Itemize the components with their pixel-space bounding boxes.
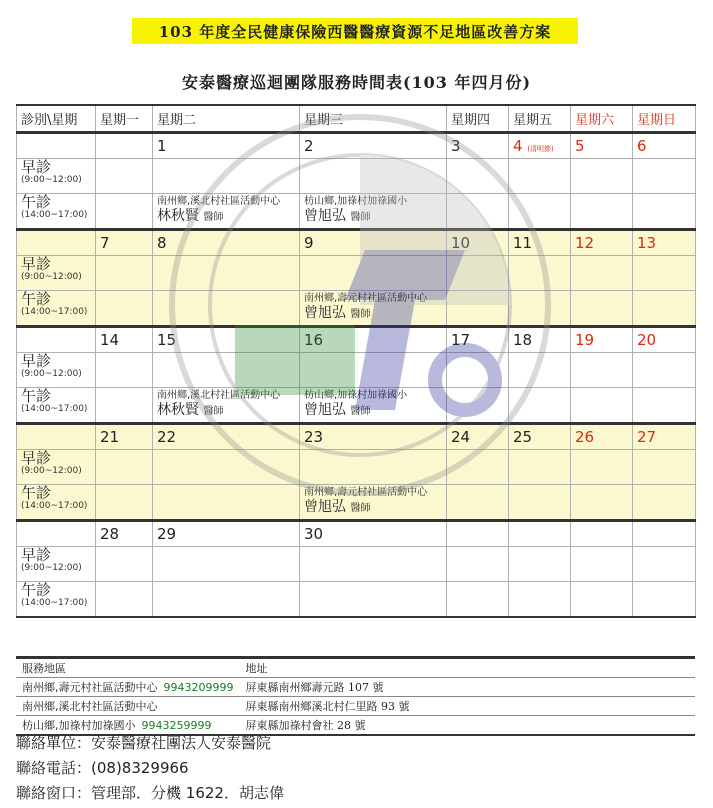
date-number: 22 — [157, 428, 177, 446]
slot-name: 早診 — [21, 352, 52, 370]
date-number: 23 — [304, 428, 324, 446]
date-cell — [447, 424, 509, 450]
schedule-cell — [300, 485, 447, 521]
site-addr: 屏東縣加祿村會社 28 號 — [240, 716, 696, 736]
schedule-cell — [153, 582, 300, 618]
doctor-title: 醫師 — [350, 503, 371, 514]
clinic-venue: 南州鄉,溪北村社區活動中心 — [157, 390, 281, 401]
date-row — [17, 327, 696, 353]
date-row-label — [17, 521, 96, 547]
am-slot-label — [17, 547, 96, 582]
program-banner: 103 年度全民健康保險西醫醫療資源不足地區改善方案 — [132, 18, 578, 44]
doctor-line — [304, 208, 442, 226]
header-sun: 星期日 — [633, 105, 696, 133]
date-number: 21 — [100, 428, 120, 446]
date-cell — [509, 133, 571, 159]
date-cell — [447, 521, 509, 547]
schedule-cell — [509, 582, 571, 618]
date-cell — [633, 424, 696, 450]
pm-slot-label — [17, 194, 96, 230]
doctor-title: 醫師 — [203, 212, 224, 223]
doctor-title: 醫師 — [350, 212, 371, 223]
date-cell — [571, 521, 633, 547]
am-slot-label — [17, 450, 96, 485]
slot-name: 早診 — [21, 255, 52, 273]
header-first: 診別\星期 — [17, 105, 96, 133]
schedule-cell — [633, 291, 696, 327]
doctor-line — [304, 305, 442, 323]
schedule-cell — [509, 547, 571, 582]
date-row-label — [17, 133, 96, 159]
date-number: 10 — [451, 234, 471, 252]
am-row — [17, 256, 696, 291]
date-row — [17, 230, 696, 256]
schedule-cell — [447, 194, 509, 230]
contact-tel: 聯絡電話：(08)8329966 — [16, 759, 189, 777]
schedule-cell — [447, 291, 509, 327]
pm-row — [17, 582, 696, 618]
slot-time: (14:00~17:00) — [21, 404, 88, 414]
doctor-title: 醫師 — [203, 406, 224, 417]
sites-header-addr: 地址 — [240, 658, 696, 678]
schedule-cell — [300, 159, 447, 194]
service-sites-table — [16, 656, 695, 736]
date-number: 28 — [100, 525, 120, 543]
date-number: 27 — [637, 428, 657, 446]
date-cell — [633, 133, 696, 159]
date-cell — [300, 133, 447, 159]
am-slot-label — [17, 353, 96, 388]
date-number: 13 — [637, 234, 657, 252]
date-number: 12 — [575, 234, 595, 252]
doctor-title: 醫師 — [350, 406, 371, 417]
schedule-cell — [571, 159, 633, 194]
date-cell — [571, 230, 633, 256]
schedule-cell — [153, 485, 300, 521]
header-row — [17, 105, 696, 133]
schedule-cell — [509, 256, 571, 291]
doctor-name: 曾旭弘 — [304, 208, 346, 224]
date-cell — [509, 521, 571, 547]
date-row-label — [17, 230, 96, 256]
am-slot-label — [17, 256, 96, 291]
schedule-table — [16, 104, 696, 618]
clinic-venue: 南州鄉,壽元村社區活動中心 — [304, 293, 428, 304]
schedule-cell — [96, 547, 153, 582]
date-cell — [571, 327, 633, 353]
date-cell — [153, 521, 300, 547]
date-number: 26 — [575, 428, 595, 446]
date-number: 5 — [575, 137, 585, 155]
schedule-cell — [153, 256, 300, 291]
clinic-venue: 枋山鄉,加祿村加祿國小 — [304, 196, 408, 207]
doctor-line — [304, 402, 442, 420]
schedule-cell — [96, 353, 153, 388]
site-area: 南州鄉,壽元村社區活動中心 — [22, 681, 158, 694]
date-cell — [153, 133, 300, 159]
schedule-cell — [96, 450, 153, 485]
date-number: 20 — [637, 331, 657, 349]
date-number: 24 — [451, 428, 471, 446]
schedule-cell — [571, 194, 633, 230]
schedule-cell — [447, 256, 509, 291]
slot-time: (14:00~17:00) — [21, 501, 88, 511]
slot-time: (14:00~17:00) — [21, 307, 88, 317]
date-cell — [633, 521, 696, 547]
slot-name: 午診 — [21, 290, 52, 308]
date-number: 19 — [575, 331, 595, 349]
pm-row — [17, 485, 696, 521]
date-number: 25 — [513, 428, 533, 446]
clinic-venue: 枋山鄉,加祿村加祿國小 — [304, 390, 408, 401]
schedule-cell — [571, 291, 633, 327]
date-cell — [96, 327, 153, 353]
pm-row — [17, 194, 696, 230]
schedule-cell — [509, 291, 571, 327]
pm-slot-label — [17, 291, 96, 327]
schedule-cell — [571, 582, 633, 618]
header-thu: 星期四 — [447, 105, 509, 133]
site-phone: 9943259999 — [141, 719, 212, 732]
schedule-cell — [633, 547, 696, 582]
date-cell — [300, 230, 447, 256]
date-number: 15 — [157, 331, 177, 349]
schedule-cell — [447, 547, 509, 582]
date-row-label — [17, 327, 96, 353]
schedule-cell — [571, 485, 633, 521]
doctor-line — [157, 402, 295, 420]
am-row — [17, 159, 696, 194]
site-addr: 屏東縣南州鄉溪北村仁里路 93 號 — [240, 697, 696, 716]
schedule-cell — [96, 256, 153, 291]
header-tue: 星期二 — [153, 105, 300, 133]
pm-row — [17, 388, 696, 424]
pm-slot-label — [17, 582, 96, 618]
schedule-cell — [447, 159, 509, 194]
doctor-name: 曾旭弘 — [304, 499, 346, 515]
schedule-cell — [571, 353, 633, 388]
schedule-cell — [300, 450, 447, 485]
schedule-cell — [447, 485, 509, 521]
date-cell — [509, 230, 571, 256]
date-cell — [96, 521, 153, 547]
date-cell — [96, 424, 153, 450]
contact-unit: 聯絡單位：安泰醫療社團法人安泰醫院 — [16, 734, 272, 752]
schedule-cell — [447, 353, 509, 388]
doctor-line — [157, 208, 295, 226]
schedule-cell — [633, 159, 696, 194]
am-row — [17, 547, 696, 582]
slot-name: 午診 — [21, 193, 52, 211]
schedule-cell — [153, 547, 300, 582]
date-cell — [633, 230, 696, 256]
date-number: 18 — [513, 331, 533, 349]
schedule-cell — [153, 388, 300, 424]
slot-name: 早診 — [21, 449, 52, 467]
schedule-cell — [509, 194, 571, 230]
am-row — [17, 450, 696, 485]
slot-name: 午診 — [21, 484, 52, 502]
date-number: 4 — [513, 137, 523, 155]
schedule-cell — [300, 194, 447, 230]
date-row — [17, 424, 696, 450]
schedule-cell — [633, 485, 696, 521]
header-fri: 星期五 — [509, 105, 571, 133]
schedule-cell — [633, 256, 696, 291]
header-wed: 星期三 — [300, 105, 447, 133]
schedule-cell — [571, 547, 633, 582]
slot-name: 午診 — [21, 581, 52, 599]
doctor-name: 林秋賢 — [157, 402, 199, 418]
schedule-cell — [509, 159, 571, 194]
schedule-cell — [153, 353, 300, 388]
slot-time: (9:00~12:00) — [21, 369, 82, 379]
schedule-cell — [509, 450, 571, 485]
clinic-venue: 南州鄉,壽元村社區活動中心 — [304, 487, 428, 498]
date-number: 9 — [304, 234, 314, 252]
schedule-cell — [447, 450, 509, 485]
schedule-cell — [96, 582, 153, 618]
schedule-cell — [96, 194, 153, 230]
date-cell — [447, 327, 509, 353]
date-number: 3 — [451, 137, 461, 155]
date-number: 7 — [100, 234, 110, 252]
schedule-cell — [300, 291, 447, 327]
site-phone: 9943209999 — [163, 681, 234, 694]
schedule-cell — [447, 388, 509, 424]
schedule-cell — [300, 582, 447, 618]
doctor-title: 醫師 — [350, 309, 371, 320]
date-cell — [96, 230, 153, 256]
slot-time: (9:00~12:00) — [21, 466, 82, 476]
contact-window: 聯絡窗口：管理部．分機 1622．胡志偉 — [16, 784, 284, 802]
date-cell — [300, 521, 447, 547]
date-cell — [96, 133, 153, 159]
date-cell — [153, 327, 300, 353]
slot-name: 早診 — [21, 546, 52, 564]
slot-time: (9:00~12:00) — [21, 563, 82, 573]
sites-header-area: 服務地區 — [16, 658, 240, 678]
schedule-cell — [153, 159, 300, 194]
schedule-cell — [153, 450, 300, 485]
schedule-cell — [509, 388, 571, 424]
schedule-cell — [571, 450, 633, 485]
date-number: 29 — [157, 525, 177, 543]
date-cell — [633, 327, 696, 353]
date-cell — [447, 230, 509, 256]
schedule-cell — [96, 485, 153, 521]
schedule-title: 安泰醫療巡迴團隊服務時間表(103 年四月份) — [181, 73, 532, 92]
schedule-cell — [300, 547, 447, 582]
date-cell — [300, 327, 447, 353]
schedule-cell — [96, 159, 153, 194]
schedule-cell — [571, 256, 633, 291]
schedule-cell — [153, 194, 300, 230]
date-row-label — [17, 424, 96, 450]
date-cell — [571, 424, 633, 450]
slot-time: (9:00~12:00) — [21, 175, 82, 185]
site-row — [16, 697, 695, 716]
schedule-cell — [447, 582, 509, 618]
header-mon: 星期一 — [96, 105, 153, 133]
schedule-cell — [96, 388, 153, 424]
date-cell — [509, 327, 571, 353]
schedule-cell — [633, 194, 696, 230]
date-number: 16 — [304, 331, 324, 349]
date-cell — [153, 424, 300, 450]
schedule-cell — [633, 388, 696, 424]
schedule-cell — [509, 353, 571, 388]
header-sat: 星期六 — [571, 105, 633, 133]
slot-time: (14:00~17:00) — [21, 598, 88, 608]
site-area: 枋山鄉,加祿村加祿國小 — [22, 719, 136, 732]
doctor-line — [304, 499, 442, 517]
pm-slot-label — [17, 388, 96, 424]
date-cell — [447, 133, 509, 159]
slot-name: 早診 — [21, 158, 52, 176]
date-row — [17, 521, 696, 547]
date-number: 6 — [637, 137, 647, 155]
slot-time: (14:00~17:00) — [21, 210, 88, 220]
schedule-cell — [571, 388, 633, 424]
date-number: 1 — [157, 137, 167, 155]
site-row — [16, 678, 695, 697]
date-number: 17 — [451, 331, 471, 349]
doctor-name: 曾旭弘 — [304, 305, 346, 321]
schedule-cell — [96, 291, 153, 327]
date-number: 11 — [513, 234, 533, 252]
schedule-cell — [509, 485, 571, 521]
date-cell — [509, 424, 571, 450]
holiday-note: (清明節) — [527, 145, 554, 153]
clinic-venue: 南州鄉,溪北村社區活動中心 — [157, 196, 281, 207]
doctor-name: 曾旭弘 — [304, 402, 346, 418]
am-slot-label — [17, 159, 96, 194]
site-area: 南州鄉,溪北村社區活動中心 — [22, 700, 158, 713]
site-addr: 屏東縣南州鄉壽元路 107 號 — [240, 678, 696, 697]
date-number: 8 — [157, 234, 167, 252]
am-row — [17, 353, 696, 388]
schedule-cell — [153, 291, 300, 327]
date-number: 30 — [304, 525, 324, 543]
schedule-cell — [633, 450, 696, 485]
date-cell — [571, 133, 633, 159]
date-row — [17, 133, 696, 159]
date-cell — [300, 424, 447, 450]
pm-slot-label — [17, 485, 96, 521]
schedule-cell — [300, 388, 447, 424]
pm-row — [17, 291, 696, 327]
schedule-cell — [300, 256, 447, 291]
slot-time: (9:00~12:00) — [21, 272, 82, 282]
date-cell — [153, 230, 300, 256]
date-number: 2 — [304, 137, 314, 155]
slot-name: 午診 — [21, 387, 52, 405]
schedule-cell — [300, 353, 447, 388]
date-number: 14 — [100, 331, 120, 349]
schedule-cell — [633, 353, 696, 388]
schedule-body — [17, 133, 696, 618]
doctor-name: 林秋賢 — [157, 208, 199, 224]
schedule-cell — [633, 582, 696, 618]
